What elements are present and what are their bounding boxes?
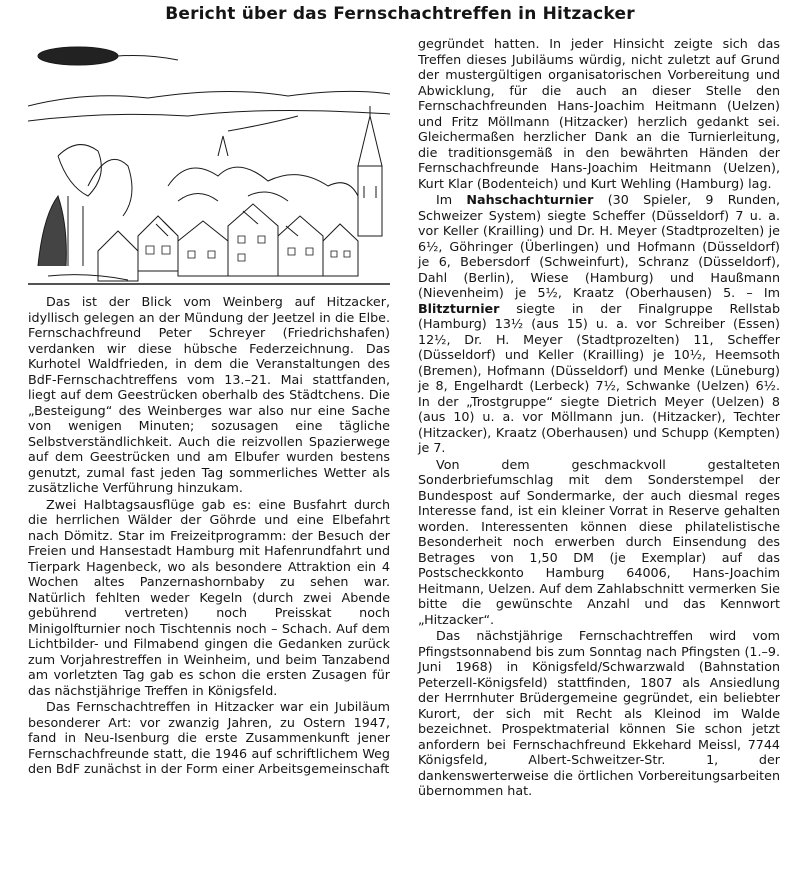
text-blitz-results: siegte in der Finalgruppe Rellstab (Hamburg) 13½ (aus 15) u. a. vor Schreiber (Essen) 12½, Dr. H. Meyer (Stadtprozelten) 11, Scheffer (Düsseldorf) und Keller (Krailling) je 10½, Heemsoth (Bremen), Hofmann (Düsseldorf) und Menke (Lüneburg) je 8, Engelhardt (Lerbeck) 7½, Schwanke (Uelzen) 6½. In der „Trostgruppe“ siegte Dietrich Meyer (Uelzen) 8 (aus 10) u. a. vor Möllmann jun. (Hitzacker), Techter (Hitzacker), Kraatz (Oberhausen) und Schupp (Kempten) je 7.: [418, 300, 780, 455]
right-column: [418, 36, 780, 799]
paragraph-next-meeting: Das nächstjährige Fernschachtreffen wird vom Pfingstsonnabend bis zum Sonntag nach Pfingsten (1.–9. Juni 1968) in Königsfeld/Schwarzwald (Bahnstation Peterzell-Königsfeld) stattfinden, 1807 als Ansiedlung der Herrnhuter Brüdergemeine gegründet, ein beliebter Kurort, der sich mit Recht als Kleinod im Walde bezeichnet. Prospektmaterial können Sie schon jetzt anfordern bei Fernschachfreund Ekkehard Meissl, 7744 Königsfeld, Albert-Schweitzer-Str. 1, der dankenswerterweise die örtlichen Vorbereitungsarbeiten übernommen hat.: [418, 628, 780, 798]
article-title: Bericht über das Fernschachtreffen in Hitzacker: [165, 4, 635, 24]
paragraph-thanks: gegründet hatten. In jeder Hinsicht zeigte sich das Treffen dieses Jubiläums würdig, nicht zuletzt auf Grund der mustergültigen organisatorischen Vorbereitung und Abwicklung, für die auch an dieser Stelle den Fernschachfreunden Hans-Joachim Heitmann (Uelzen) und Fritz Möllmann (Hitzacker) herzlich gedankt sei. Gleichermaßen herzlicher Dank an die Turnierleitung, die traditionsgemäß in den bewährten Händen der Fernschachfreunde Hans-Joachim Heitmann (Uelzen), Kurt Klar (Bodenteich) und Kurt Wehling (Hamburg) lag.: [418, 36, 780, 191]
paragraph-philately: Von dem geschmackvoll gestalteten Sonderbriefumschlag mit dem Sonderstempel der Bundespost auf Sondermarke, der auch diesmal reges Interesse fand, ist ein kleiner Vorrat in Reserve gehalten worden. Interessenten können diese philatelistische Besonderheit noch erwerben durch Einsendung des Betrages von 1,50 DM (je Exemplar) auf das Postscheckkonto Hamburg 64006, Hans-Joachim Heitmann, Uelzen. Auf dem Zahlabschnitt vermerken Sie bitte die gewünschte Anzahl und das Kennwort „Hitzacker“.: [418, 456, 780, 627]
paragraph-caption: Das ist der Blick vom Weinberg auf Hitzacker, idyllisch gelegen an der Mündung der Jeetzel in die Elbe. Fernschachfreund Peter Schreyer (Friedrichshafen) verdanken wir diese hübsche Federzeichnung. Das Kurhotel Waldfrieden, in dem die Veranstaltungen des BdF-Fernschachtreffens vom 13.–21. Mai stattfanden, liegt auf dem Geestrücken oberhalb des Städtchens. Die „Besteigung“ des Weinberges war also nur eine Sache von wenigen Minuten; sozusagen eine tägliche Selbstverständlichkeit. Auch die reizvollen Spazierwege auf dem Geestrücken und am Elbufer wurden bestens genutzt, zumal fast jeden Tag sommerliches Wetter als zusätzliche Verführung hinzukam.: [28, 294, 390, 495]
paragraph-excursions: Zwei Halbtagsausflüge gab es: eine Busfahrt durch die herrlichen Wälder der Göhrde und eine Elbefahrt nach Dömitz. Star im Freizeitprogramm: der Besuch der Freien und Hansestadt Hamburg mit Hafenrundfahrt und Tierpark Hagenbeck, wo als besondere Attraktion ein 4 Wochen altes Panzernashornbaby zu sehen war. Natürlich fehlten weder Kegeln (durch zwei Abende gebührend vertreten) noch Preisskat noch Minigolfturnier noch Tischtennis noch – Schach. Auf dem Lichtbilder- und Filmabend gingen die Gedanken zurück zum Vorjahrestreffen in Weinheim, und beim Tanzabend am vorletzten Tag gab es schon die ersten Zusagen für das nächstjährige Treffen in Königsfeld.: [28, 496, 390, 698]
text-im: Im: [436, 192, 467, 207]
paragraph-tournaments: [418, 192, 780, 456]
text-nahschach-results: (30 Spieler, 9 Runden, Schweizer System) siegte Scheffer (Düsseldorf) 7 u. a. vor Keller (Krailling) und Dr. H. Meyer (Stadtprozelten) je 6½, Göhringer (Überlingen) und Hofmann (Düsseldorf) je 6, Bebersdorf (Schweinfurt), Schranz (Düsseldorf), Dahl (Berlin), Wiese (Hamburg) und Haußmann (Nievenheim) je 5½, Kraatz (Oberhausen) 5. – Im: [418, 192, 780, 300]
left-column: [28, 36, 390, 777]
town-illustration: [28, 36, 390, 286]
heading-nahschachturnier: Nahschachturnier: [466, 192, 594, 207]
heading-blitzturnier: Blitzturnier: [418, 300, 500, 316]
paragraph-jubilee: Das Fernschachtreffen in Hitzacker war ein Jubiläum besonderer Art: vor zwanzig Jahren, zu Ostern 1947, fand in Neu-Isenburg die erste Zusammenkunft jener Fernschachfreunde statt, die 1946 auf schriftlichem Weg den BdF zunächst in der Form einer Arbeitsgemeinschaft: [28, 699, 390, 776]
